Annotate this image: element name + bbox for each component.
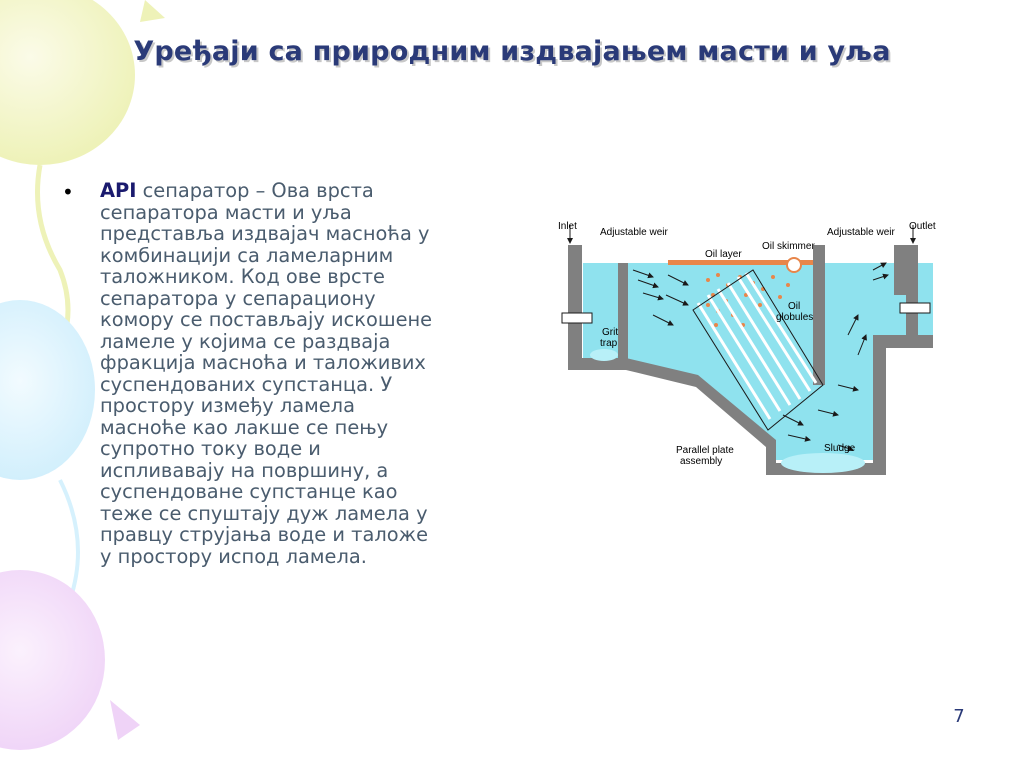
- sludge: [781, 453, 865, 473]
- api-separator-diagram: [548, 215, 938, 490]
- oil-globules-label-1: Oil: [788, 301, 801, 312]
- parallel-plate-label-2: assembly: [680, 456, 723, 467]
- blue-balloon-icon: [0, 300, 95, 600]
- page-number: 7: [953, 706, 965, 727]
- oil-skimmer-icon: [787, 258, 801, 272]
- grit-trap-sludge: [590, 349, 618, 361]
- oil-skimmer-label: Oil skimmer: [762, 241, 815, 252]
- outlet-pipe: [900, 303, 930, 313]
- bullet-body: сепаратор – Ова врста сепаратора масти и уља представља издвајач масноћа у комбинацији са ламеларним таложником. Код ове врсте сепаратора у сепарациону комору се постављају искошене ламеле у којима се раздваја фракција масноћа и таложивих суспендованих супстанца. У простору између ламела масноће као лакше се пењу супротно току воде и испливавају на површину, а суспендоване супстанце као теже се спуштају дуж ламела у правцу струјања воде и таложе у простору испод ламела.: [100, 179, 433, 568]
- grit-trap-label-1: Grit: [602, 327, 619, 338]
- inlet-label: Inlet: [558, 221, 577, 232]
- oil-layer-label: Oil layer: [705, 249, 742, 260]
- adjustable-weir-right-label: Adjustable weir: [827, 227, 895, 238]
- outlet-label: Outlet: [909, 221, 936, 232]
- purple-balloon-icon: [0, 570, 140, 750]
- parallel-plate-label-1: Parallel plate: [676, 445, 734, 456]
- bullet-text: [100, 180, 500, 567]
- sludge-label: Sludge: [824, 443, 856, 454]
- adjustable-weir-left-label: Adjustable weir: [600, 227, 668, 238]
- grit-trap-label-2: trap: [600, 338, 618, 349]
- bullet-lead: API: [100, 179, 137, 202]
- oil-globules-label-2: globules: [776, 312, 814, 323]
- inlet-pipe: [562, 313, 592, 323]
- slide-title: Уређаји са природним издвајањем масти и уља: [133, 36, 891, 67]
- bullet-marker: •: [62, 180, 74, 204]
